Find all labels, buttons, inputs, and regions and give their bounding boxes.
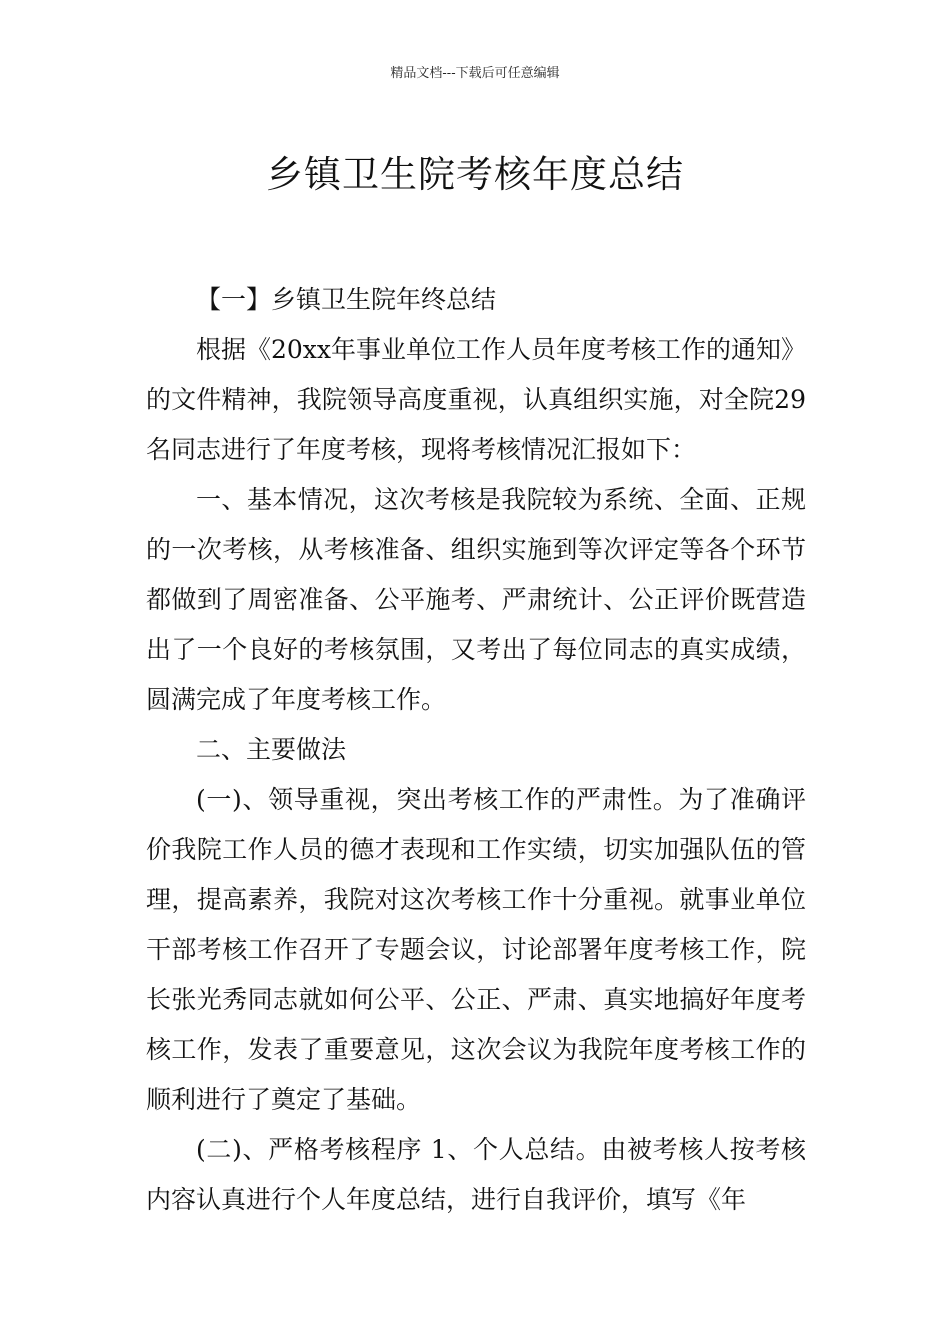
- paragraph-intro: 根据《20xx年事业单位工作人员年度考核工作的通知》的文件精神，我院领导高度重视，认真组织实施，对全院29名同志进行了年度考核，现将考核情况汇报如下：: [146, 335, 807, 464]
- paragraph-leadership: (一)、领导重视，突出考核工作的严肃性。为了准确评价我院工作人员的德才表现和工作实绩，切实加强队伍的管理，提高素养，我院对这次考核工作十分重视。就事业单位干部考核工作召开了专题会议，讨论部署年度考核工作，院长张光秀同志就如何公平、公正、严肃、真实地搞好年度考核工作，发表了重要意见，这次会议为我院年度考核工作的顺利进行了奠定了基础。: [146, 785, 806, 1114]
- header-note: 精品文档---下载后可任意编辑: [390, 66, 560, 81]
- document-body: [146, 275, 806, 1225]
- subheading-main-practices: 二、主要做法: [196, 735, 347, 764]
- paragraph-basic-situation: 一、基本情况，这次考核是我院较为系统、全面、正规的一次考核，从考核准备、组织实施到等次评定等各个环节都做到了周密准备、公平施考、严肃统计、公正评价既营造出了一个良好的考核氛围，又考出了每位同志的真实成绩，圆满完成了年度考核工作。: [146, 485, 806, 714]
- document-title: 乡镇卫生院考核年度总结: [266, 152, 684, 196]
- paragraph-procedure: (二)、严格考核程序 1、个人总结。由被考核人按考核内容认真进行个人年度总结，进行自我评价，填写《年: [146, 1135, 806, 1214]
- section-heading: 【一】乡镇卫生院年终总结: [196, 285, 497, 314]
